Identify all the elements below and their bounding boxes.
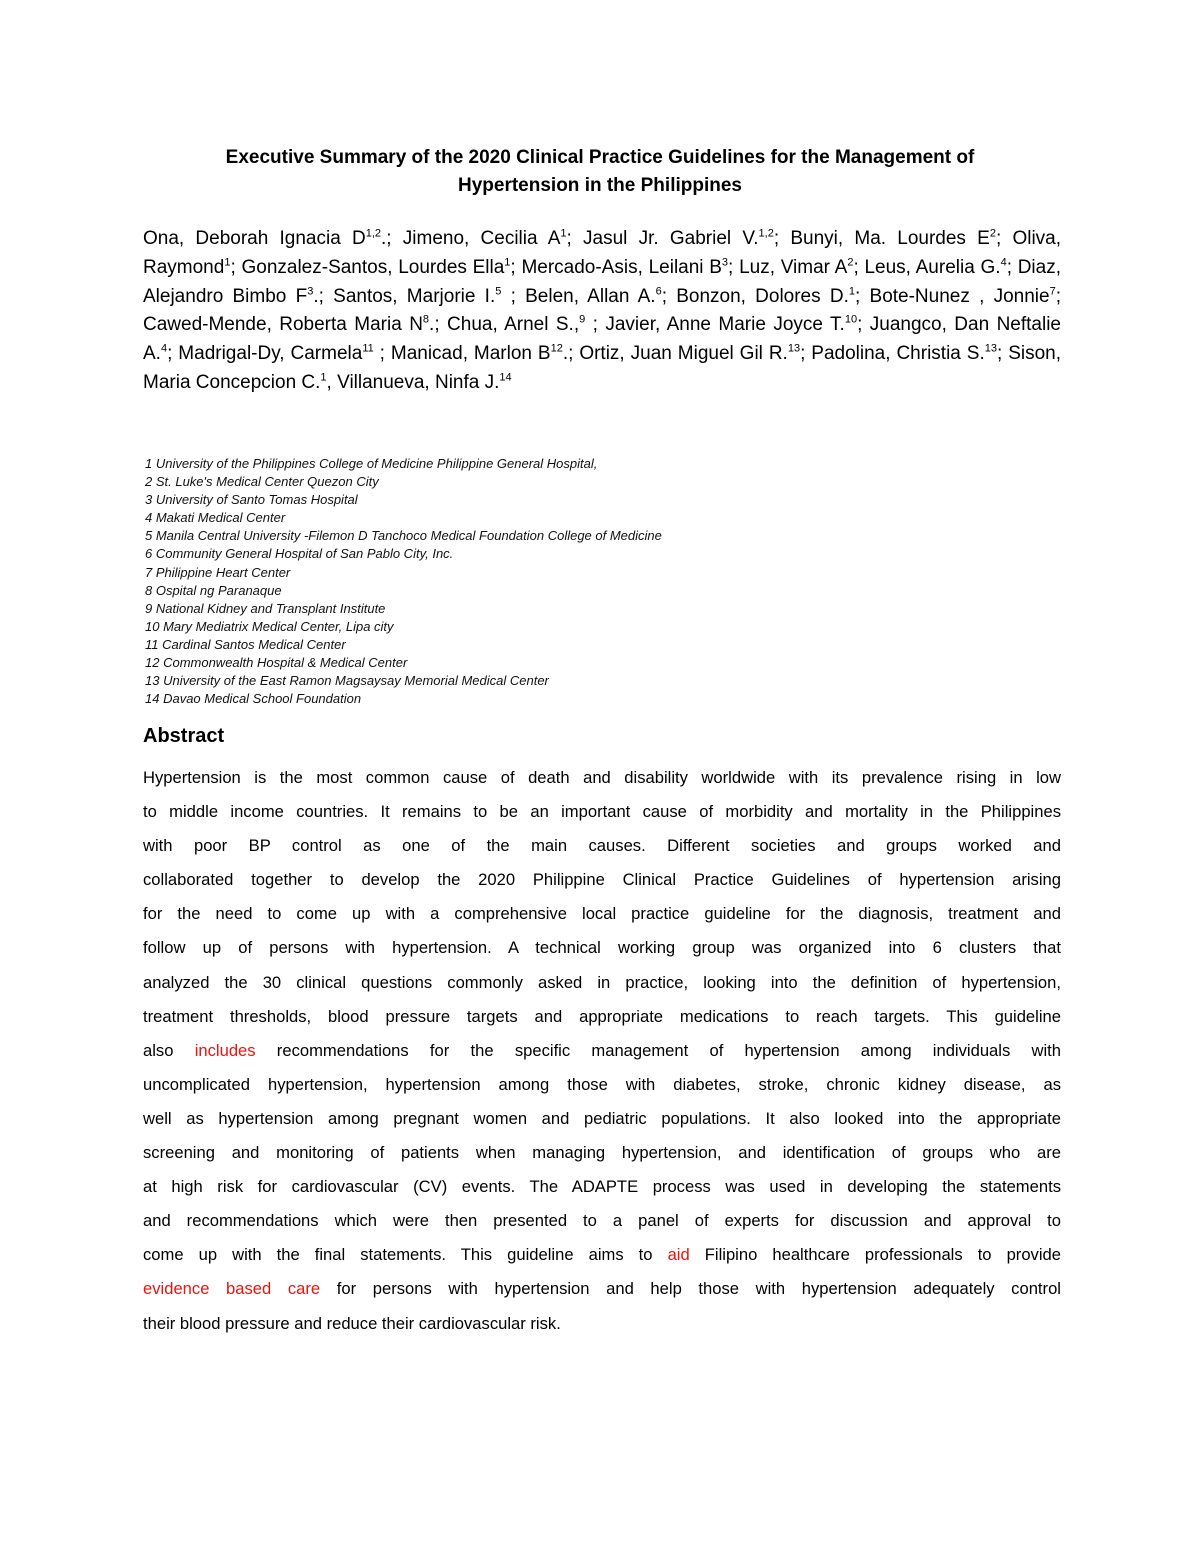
abstract-line: [143, 1102, 1061, 1136]
author-entry: [403, 228, 583, 249]
author-entry: [811, 343, 1008, 364]
author-name: Gonzalez-Santos, Lourdes Ella: [241, 256, 505, 278]
title-line-2: Hypertension in the Philippines: [458, 175, 742, 196]
author-entry: [583, 228, 790, 249]
author-name: Padolina, Christia S.: [811, 343, 985, 365]
highlighted-text: evidence based care: [143, 1279, 321, 1299]
author-entry: [525, 286, 676, 307]
affiliation-item: 10 Mary Mediatrix Medical Center, Lipa city: [145, 618, 394, 634]
author-affiliation-mark: 1: [504, 256, 511, 269]
affiliation-item: 4 Makati Medical Center: [145, 510, 286, 526]
author-affiliation-mark: 1: [560, 227, 567, 240]
abstract-text: with poor BP control as one of the main causes. Different societies and groups worked and: [143, 836, 1061, 856]
author-name: Mercado-Asis, Leilani B: [521, 256, 722, 278]
abstract-line: [143, 1272, 1061, 1306]
author-separator: .;: [429, 314, 448, 336]
affiliation-item: 6 Community General Hospital of San Pablo City, Inc.: [145, 546, 454, 562]
author-name: Santos, Marjorie I.: [333, 285, 496, 307]
affiliation-item: 9 National Kidney and Transplant Institute: [145, 600, 386, 616]
abstract-line: [143, 1307, 1061, 1341]
author-separator: ;: [853, 256, 865, 278]
abstract-text: collaborated together to develop the 2020 Philippine Clinical Practice Guidelines of hypertension arising: [143, 870, 1061, 890]
author-name: Javier, Anne Marie Joyce T.: [605, 314, 845, 336]
abstract-line: [143, 1136, 1061, 1170]
affiliation-item: 13 University of the East Ramon Magsaysay Memorial Medical Center: [145, 673, 549, 689]
abstract-heading: Abstract: [143, 725, 225, 747]
author-name: Madrigal-Dy, Carmela: [178, 343, 363, 365]
abstract-text: and recommendations which were then presented to a panel of experts for discussion and approval to: [143, 1211, 1061, 1231]
abstract-text: also: [143, 1040, 195, 1060]
highlighted-text: aid: [667, 1245, 690, 1265]
author-separator: .;: [313, 285, 334, 307]
author-name: Diaz, Alejandro Bimbo F: [143, 256, 1061, 307]
author-separator: .;: [562, 343, 580, 365]
author-separator: ;: [230, 256, 242, 278]
author-name: Bunyi, Ma. Lourdes E: [790, 228, 990, 249]
author-name: Leus, Aurelia G.: [864, 256, 1001, 278]
author-affiliation-mark: 4: [160, 342, 168, 355]
author-separator: ;: [857, 314, 870, 336]
author-entry: [864, 257, 1017, 278]
author-affiliation-mark: 10: [844, 314, 858, 327]
abstract-text: screening and monitoring of patients when managing hypertension, and identification of groups who are: [143, 1143, 1061, 1163]
abstract-line: [143, 795, 1061, 829]
author-separator: ;: [855, 285, 870, 307]
author-name: Jimeno, Cecilia A: [402, 228, 561, 249]
affiliation-item: 2 St. Luke's Medical Center Quezon City: [145, 474, 379, 490]
author-affiliation-mark: 3: [307, 285, 314, 298]
author-separator: ;: [585, 314, 606, 336]
abstract-text: for persons with hypertension and help those with hypertension adequately control: [320, 1279, 1061, 1299]
author-affiliation-mark: 7: [1049, 285, 1056, 298]
abstract-text: their blood pressure and reduce their cardiovascular risk.: [143, 1313, 561, 1333]
author-entry: [143, 314, 447, 335]
author-separator: ;: [800, 343, 812, 365]
abstract-body: [143, 761, 1061, 1341]
author-entry: [521, 257, 739, 278]
author-separator: ;: [373, 343, 391, 365]
author-affiliation-mark: 11: [362, 342, 374, 355]
abstract-text: to middle income countries. It remains to be an important cause of morbidity and mortality in the Philippines: [143, 802, 1061, 822]
author-entry: [333, 286, 525, 307]
abstract-line: [143, 829, 1061, 863]
abstract-text: follow up of persons with hypertension. A technical working group was organized into 6 clusters that: [143, 938, 1061, 958]
affiliation-item: 3 University of Santo Tomas Hospital: [145, 492, 358, 508]
abstract-line: [143, 1170, 1061, 1204]
affiliation-item: 12 Commonwealth Hospital & Medical Center: [145, 655, 408, 671]
author-separator: ;: [510, 256, 522, 278]
abstract-line: [143, 863, 1061, 897]
author-name: Oliva, Raymond: [143, 228, 1062, 278]
author-separator: ;: [728, 256, 740, 278]
author-entry: [241, 257, 521, 278]
author-entry: [178, 343, 391, 364]
author-separator: .;: [381, 228, 403, 249]
author-separator: ,: [326, 371, 338, 393]
abstract-text: treatment thresholds, blood pressure targets and appropriate medications to reach targets. This guideline: [143, 1006, 1061, 1026]
author-affiliation-mark: 1,2: [365, 227, 382, 240]
author-separator: ;: [1006, 256, 1018, 278]
affiliation-item: 7 Philippine Heart Center: [145, 564, 291, 580]
abstract-line: [143, 966, 1061, 1000]
author-separator: ;: [661, 285, 677, 307]
author-entry: [739, 257, 864, 278]
author-affiliation-mark: 13: [787, 342, 801, 355]
author-name: Bonzon, Dolores D.: [676, 285, 849, 307]
abstract-text: uncomplicated hypertension, hypertension among those with diabetes, stroke, chronic kidney disease, as: [143, 1074, 1061, 1094]
abstract-text: recommendations for the specific management of hypertension among individuals with: [255, 1040, 1061, 1060]
affiliation-list: [145, 455, 945, 708]
author-entry: [870, 286, 1061, 307]
author-separator: ;: [773, 228, 791, 249]
author-entry: [605, 314, 869, 335]
author-name: Chua, Arnel S.,: [447, 314, 580, 336]
author-affiliation-mark: 1: [224, 256, 231, 269]
affiliation-item: 11 Cardinal Santos Medical Center: [145, 636, 346, 652]
author-name: Cawed-Mende, Roberta Maria N: [143, 314, 423, 336]
author-list: [143, 225, 1061, 398]
author-affiliation-mark: 12: [550, 342, 563, 355]
highlighted-text: includes: [194, 1040, 256, 1060]
author-name: Luz, Vimar A: [739, 256, 848, 278]
author-affiliation-mark: 9: [579, 314, 586, 327]
author-separator: ;: [566, 228, 584, 249]
author-affiliation-mark: 13: [984, 342, 997, 355]
abstract-line: [143, 897, 1061, 931]
author-separator: ;: [167, 343, 179, 365]
abstract-text: well as hypertension among pregnant women and pediatric populations. It also looked into the appropriate: [143, 1108, 1061, 1128]
abstract-text: Hypertension is the most common cause of death and disability worldwide with its prevalence rising in low: [143, 768, 1061, 787]
affiliation-item: 14 Davao Medical School Foundation: [145, 691, 362, 707]
abstract-line: [143, 1000, 1061, 1034]
author-name: Ona, Deborah Ignacia D: [143, 228, 366, 249]
abstract-line: [143, 931, 1061, 965]
author-entry: [676, 286, 869, 307]
author-affiliation-mark: 4: [1000, 256, 1007, 269]
author-entry: [391, 343, 579, 364]
abstract-line: [143, 1204, 1061, 1238]
author-affiliation-mark: 2: [847, 256, 854, 269]
abstract-line: [143, 761, 1061, 795]
abstract-text: Filipino healthcare professionals to provide: [689, 1245, 1062, 1265]
author-affiliation-mark: 2: [989, 227, 996, 240]
author-affiliation-mark: 1: [848, 285, 855, 298]
author-entry: [447, 314, 605, 335]
author-entry: [579, 343, 811, 364]
document-title: [140, 144, 1060, 200]
author-name: Ortiz, Juan Miguel Gil R.: [579, 343, 788, 365]
affiliation-item: 5 Manila Central University -Filemon D Tanchoco Medical Foundation College of Medicine: [145, 528, 662, 544]
author-affiliation-mark: 6: [655, 285, 662, 298]
abstract-text: come up with the final statements. This guideline aims to: [143, 1245, 668, 1265]
abstract-line: [143, 1238, 1061, 1272]
author-entry: [143, 228, 403, 249]
author-separator: ;: [501, 285, 526, 307]
author-affiliation-mark: 14: [499, 371, 512, 384]
author-separator: ;: [995, 228, 1013, 249]
title-line-1: Executive Summary of the 2020 Clinical Practice Guidelines for the Management of: [225, 147, 975, 168]
author-affiliation-mark: 1: [320, 371, 327, 384]
abstract-text: analyzed the 30 clinical questions commonly asked in practice, looking into the definition of hypertension,: [143, 972, 1061, 992]
abstract-line: [143, 1034, 1061, 1068]
author-affiliation-mark: 8: [422, 314, 430, 327]
author-affiliation-mark: 3: [721, 256, 729, 269]
author-entry: [790, 228, 1012, 249]
abstract-text: for the need to come up with a comprehensive local practice guideline for the diagnosis, treatment and: [143, 904, 1061, 924]
author-name: Bote-Nunez , Jonnie: [869, 285, 1050, 307]
abstract-line: [143, 1068, 1061, 1102]
author-entry: [337, 372, 512, 393]
affiliation-item: 8 Ospital ng Paranaque: [145, 582, 282, 598]
author-separator: ;: [1055, 285, 1061, 307]
author-name: Belen, Allan A.: [525, 285, 656, 307]
author-affiliation-mark: 5: [495, 285, 502, 298]
abstract-text: at high risk for cardiovascular (CV) events. The ADAPTE process was used in developing the statements: [143, 1177, 1061, 1197]
author-name: Jasul Jr. Gabriel V.: [583, 228, 759, 249]
author-separator: ;: [997, 343, 1009, 365]
affiliation-item: 1 University of the Philippines College of Medicine Philippine General Hospital,: [145, 456, 598, 471]
author-name: Villanueva, Ninfa J.: [337, 371, 500, 393]
author-name: Juangco, Dan Neftalie A.: [143, 314, 1062, 365]
author-name: Manicad, Marlon B: [390, 343, 551, 365]
author-name: Sison, Maria Concepcion C.: [143, 343, 1062, 393]
author-affiliation-mark: 1,2: [758, 227, 774, 240]
